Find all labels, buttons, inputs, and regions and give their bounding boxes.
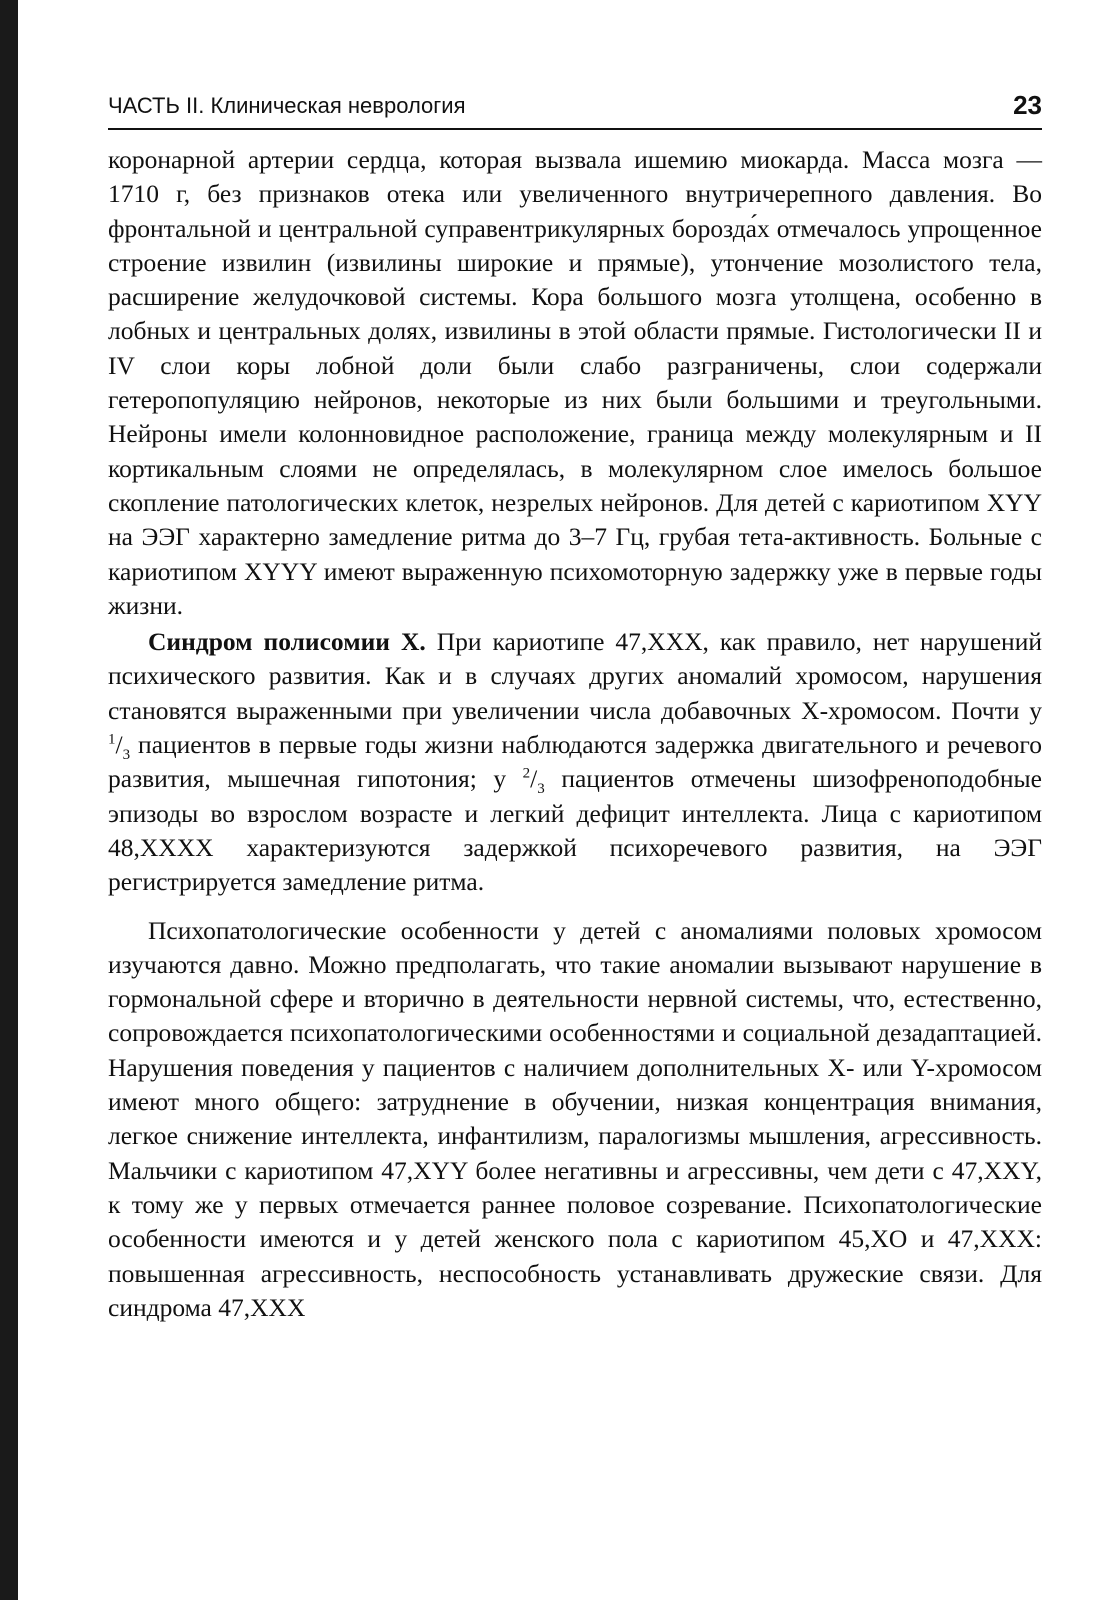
fraction-one-third-den: 3 xyxy=(122,747,131,764)
paragraph-3: Психопатологические особенности у детей с аномалиями половых хромосом изучаются давно. Можно предполагать, что такие аномалии вызывают нарушение в гормональной сфере и вторично в деятельности нервной системы, что, естественно, сопровождается психопатологическими особенностями и социальной дезадаптацией. Нарушения поведения у пациентов с наличием дополнительных X- или Y-хромосом имеют много общего: затруднение в обучении, низкая концентрация внимания, легкое снижение интеллекта, инфантилизм, паралогизмы мышления, агрессивность. Мальчики с кариотипом 47,XYY более негативны и агрессивны, чем дети с 47,XXY, к тому же у первых отмечается раннее половое созревание. Психопатологические особенности имеются и у детей женского пола с кариотипом 45,XO и 47,XXX: повышенная агрессивность, неспособность устанавливать дружеские связи. Для синдрома 47,XXX xyxy=(108,915,1042,1322)
page-number: 23 xyxy=(1013,90,1042,120)
fraction-two-thirds-den: 3 xyxy=(537,781,545,798)
paragraph-heading: Синдром полисомии X. xyxy=(148,627,426,657)
running-header xyxy=(108,92,1042,130)
fraction-one-third-num: 1 xyxy=(108,731,116,748)
fraction-one-third: $^1/_3$ xyxy=(108,730,131,764)
fraction-two-thirds-num: 2 xyxy=(522,765,531,782)
fraction-two-thirds: $^2/_3$ xyxy=(522,764,545,798)
page-body xyxy=(108,143,1042,1325)
paragraph-1: коронарной артерии сердца, которая вызвала ишемию миокарда. Масса мозга — 1710 г, без признаков отека или увеличенного внутричерепного давления. Во фронтальной и центральной суправентрикулярных борозда́х отмечалось упрощенное строение извилин (извилины широкие и прямые), утончение мозолистого тела, расширение желудочковой системы. Кора большого мозга утолщена, особенно в лобных и центральных долях, извилины в этой области прямые. Гистологически II и IV слои коры лобной доли были слабо разграничены, слои содержали гетеропопуляцию нейронов, некоторые из них были большими и треугольными. Нейроны имели колонновидное расположение, граница между молекулярным и II кортикальным слоями не определялась, в молекулярном слое имелось большое скопление патологических клеток, незрелых нейронов. Для детей с кариотипом XYY на ЭЭГ характерно замедление ритма до 3–7 Гц, грубая тета-активность. Больные с кариотипом XYYY имеют выраженную психомоторную задержку уже в первые годы жизни. xyxy=(108,145,1042,620)
paragraph-2-text-1: При кариотипе 47,XXX, как правило, нет нарушений психического развития. Как и в случаях других аномалий хромосом, нарушения становятся выраженными при увеличении числа добавочных X-хромосом. Почти у xyxy=(108,627,1042,725)
section-title: ЧАСТЬ II. Клиническая неврология xyxy=(108,93,466,118)
paragraph-2 xyxy=(108,625,1042,899)
paragraph-2-text-3: пациентов отмечены шизофреноподобные эпизоды во взрослом возрасте и легкий дефицит интеллекта. Лица с кариотипом 48,XXXX характеризуются задержкой психоречевого развития, на ЭЭГ регистрируется замедление ритма. xyxy=(108,764,1042,897)
paragraph-2-text-2: пациентов в первые годы жизни наблюдаются задержка двигательного и речевого развития, мышечная гипотония; у xyxy=(108,730,1042,794)
scan-edge-shadow xyxy=(0,0,18,1600)
